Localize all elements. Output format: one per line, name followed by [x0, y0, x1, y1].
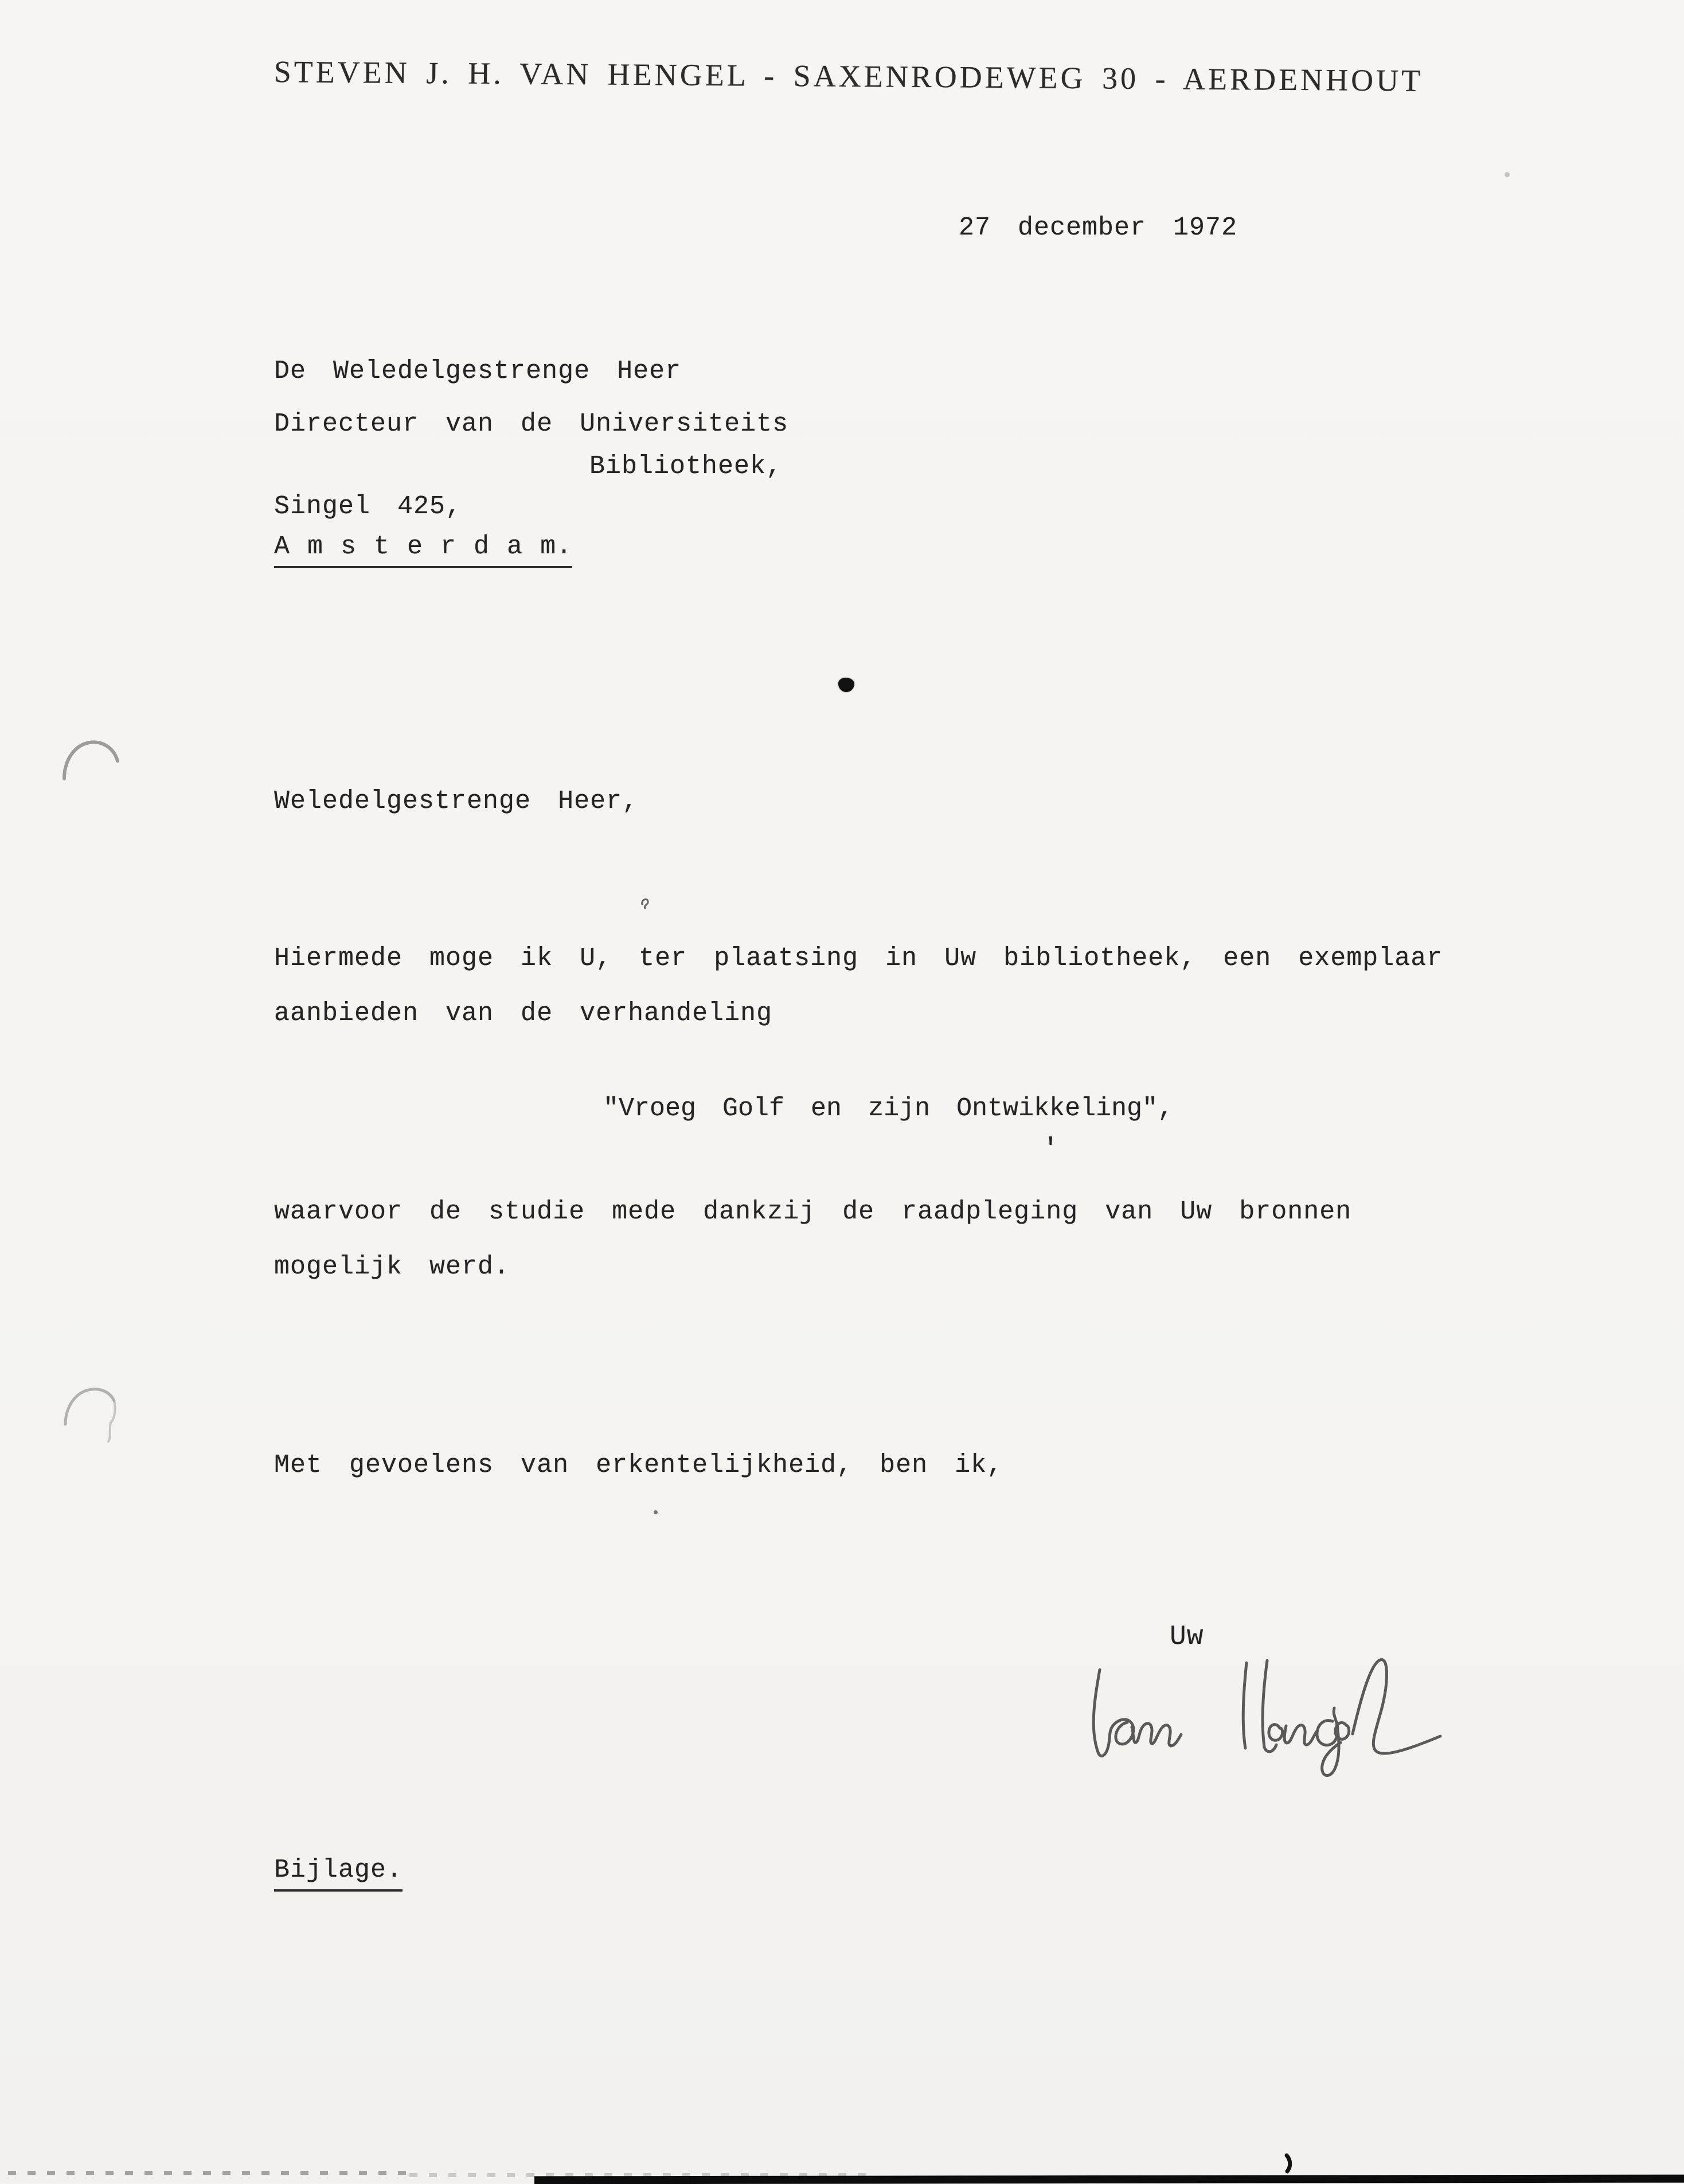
- letterhead-text: STEVEN J. H. VAN HENGEL - SAXENRODEWEG 30 - AERDENHOUT: [273, 54, 1424, 98]
- pen-arc-mark: [60, 737, 124, 786]
- stray-quote-mark: ': [1042, 1134, 1060, 1165]
- recipient-line: Bibliotheek,: [589, 452, 783, 481]
- enclosure-text: Bijlage.: [274, 1855, 403, 1892]
- ink-blot: [838, 678, 854, 692]
- recipient-line: Directeur van de Universiteits: [274, 409, 789, 439]
- scan-squiggle-mark: [640, 897, 651, 911]
- valediction-text: Uw: [1170, 1622, 1204, 1652]
- signature-handwriting: [1073, 1635, 1452, 1796]
- date-text: 27 december 1972: [959, 213, 1238, 243]
- recipient-city-underlined: A m s t e r d a m.: [274, 532, 572, 568]
- scan-edge-dashes: [8, 2171, 409, 2175]
- recipient-line: Singel 425,: [274, 492, 462, 521]
- thesis-title: "Vroeg Golf en zijn Ontwikkeling",: [603, 1094, 1174, 1123]
- scan-speck: [654, 1510, 658, 1514]
- scan-comma-mark: [1283, 2154, 1295, 2174]
- scan-speck: [1505, 172, 1510, 177]
- scan-edge-strip: [534, 2175, 1684, 2184]
- pen-arc-mark: [60, 1384, 128, 1446]
- body-line: Hiermede moge ik U, ter plaatsing in Uw bibliotheek, een exemplaar: [274, 944, 1443, 973]
- body-line: waarvoor de studie mede dankzij de raadpleging van Uw bronnen: [274, 1197, 1352, 1226]
- salutation-text: Weledelgestrenge Heer,: [274, 787, 639, 816]
- recipient-line: De Weledelgestrenge Heer: [274, 357, 682, 386]
- body-line: mogelijk werd.: [274, 1252, 510, 1282]
- body-line: aanbieden van de verhandeling: [274, 999, 773, 1028]
- closing-text: Met gevoelens van erkentelijkheid, ben ik,: [274, 1451, 1003, 1480]
